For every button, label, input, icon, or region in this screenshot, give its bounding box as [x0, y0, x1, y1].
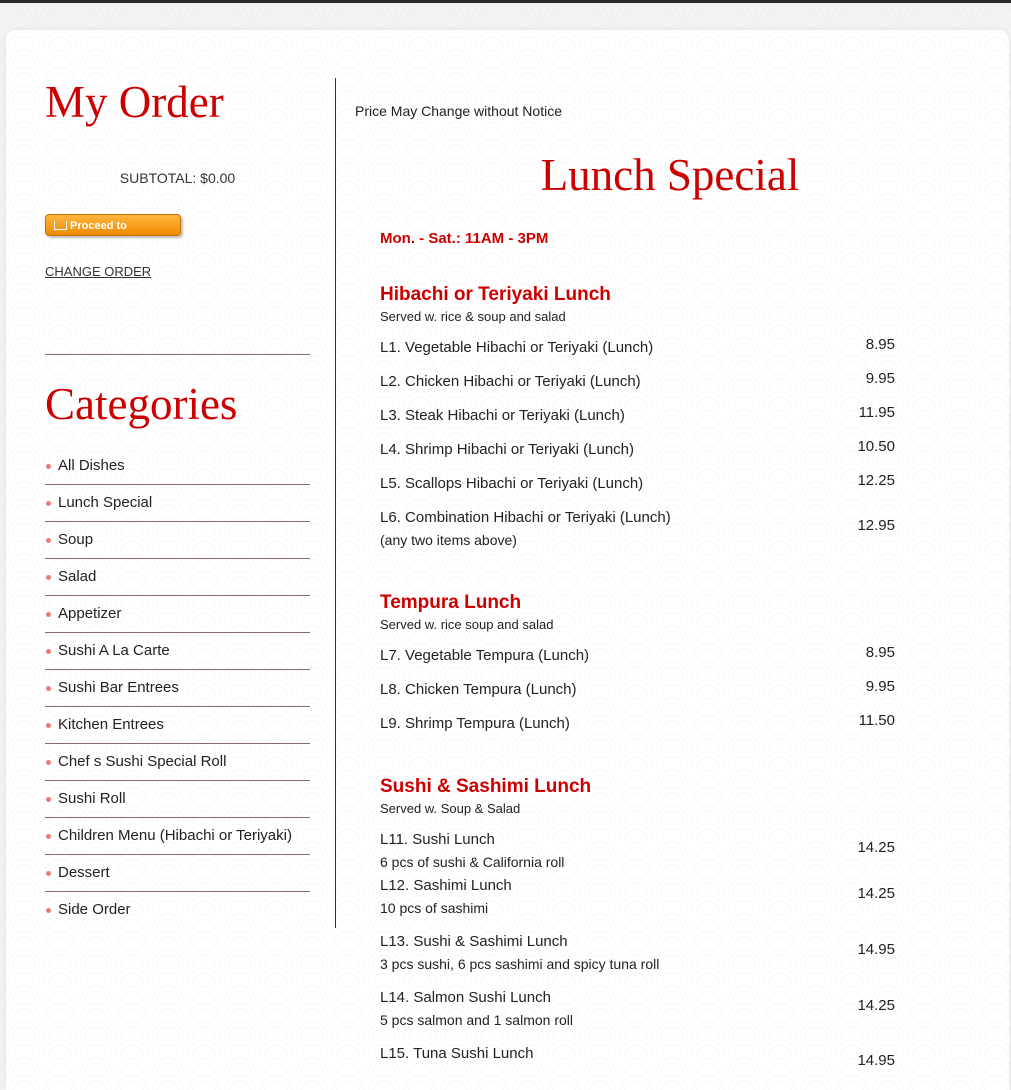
category-label: Sushi Roll	[58, 790, 126, 807]
page-title: Lunch Special	[540, 150, 800, 200]
category-label: Kitchen Entrees	[58, 716, 164, 733]
menu-item[interactable]	[380, 326, 895, 360]
bullet-icon	[46, 723, 51, 728]
category-item-sushi-a-la-carte[interactable]	[45, 633, 310, 670]
category-label: Sushi Bar Entrees	[58, 679, 179, 696]
categories-title: Categories	[45, 379, 238, 429]
menu-item[interactable]	[380, 874, 895, 930]
column-divider	[335, 78, 336, 928]
section-title: Hibachi or Teriyaki Lunch	[380, 284, 611, 305]
category-label: Chef s Sushi Special Roll	[58, 753, 227, 770]
category-label: Appetizer	[58, 605, 122, 622]
item-name: L11. Sushi Lunch	[380, 831, 495, 848]
menu-item[interactable]	[380, 428, 895, 462]
bullet-icon	[46, 464, 51, 469]
menu-item[interactable]	[380, 394, 895, 428]
item-name: L2. Chicken Hibachi or Teriyaki (Lunch)	[380, 373, 641, 390]
category-item-sushi-bar-entrees[interactable]	[45, 670, 310, 707]
item-name: L9. Shrimp Tempura (Lunch)	[380, 715, 570, 732]
category-item-dessert[interactable]	[45, 855, 310, 892]
item-name: L1. Vegetable Hibachi or Teriyaki (Lunch)	[380, 339, 654, 356]
item-desc: 6 pcs of sushi & California roll	[380, 854, 565, 870]
item-name: L14. Salmon Sushi Lunch	[380, 989, 551, 1006]
category-label: Children Menu (Hibachi or Teriyaki)	[58, 827, 292, 844]
item-name: L7. Vegetable Tempura (Lunch)	[380, 647, 590, 664]
category-item-kitchen-entrees[interactable]	[45, 707, 310, 744]
item-price: 12.95	[857, 517, 895, 534]
menu-item[interactable]	[380, 668, 895, 702]
bullet-icon	[46, 908, 51, 913]
category-label: All Dishes	[58, 457, 125, 474]
item-price: 14.25	[857, 997, 895, 1014]
checkout-label: Proceed to Checkout	[54, 220, 127, 254]
category-item-salad[interactable]	[45, 559, 310, 596]
change-order-link[interactable]: CHANGE ORDER	[45, 264, 152, 279]
item-name: L12. Sashimi Lunch	[380, 877, 512, 894]
sidebar-divider	[45, 354, 310, 355]
category-label: Lunch Special	[58, 494, 153, 511]
menu-item[interactable]	[380, 702, 895, 736]
bullet-icon	[46, 538, 51, 543]
category-label: Soup	[58, 531, 94, 548]
item-name: L8. Chicken Tempura (Lunch)	[380, 681, 577, 698]
category-item-lunch-special[interactable]	[45, 485, 310, 522]
item-name: L3. Steak Hibachi or Teriyaki (Lunch)	[380, 407, 625, 424]
category-item-all-dishes[interactable]	[45, 448, 310, 485]
bullet-icon	[46, 797, 51, 802]
category-label: Salad	[58, 568, 97, 585]
category-label: Side Order	[58, 901, 131, 918]
item-price: 11.95	[858, 404, 895, 421]
bullet-icon	[46, 686, 51, 691]
item-name: L4. Shrimp Hibachi or Teriyaki (Lunch)	[380, 441, 634, 458]
item-name: L13. Sushi & Sashimi Lunch	[380, 933, 568, 950]
price-notice: Price May Change without Notice	[355, 103, 562, 119]
category-item-sushi-roll[interactable]	[45, 781, 310, 818]
category-item-side-order[interactable]	[45, 892, 310, 928]
menu-item[interactable]	[380, 462, 895, 496]
section-subtitle: Served w. rice & soup and salad	[380, 309, 566, 324]
section-title: Tempura Lunch	[380, 592, 522, 613]
menu-section-hibachi	[380, 282, 895, 552]
item-price: 8.95	[865, 336, 895, 353]
item-name: L15. Tuna Sushi Lunch	[380, 1045, 534, 1062]
item-price: 9.95	[865, 678, 895, 695]
section-subtitle: Served w. Soup & Salad	[380, 801, 521, 816]
item-price: 10.50	[857, 438, 895, 455]
item-price: 12.25	[857, 472, 895, 489]
menu-item[interactable]	[380, 930, 895, 986]
category-label: Dessert	[58, 864, 110, 881]
item-desc: 3 pcs sushi, 6 pcs sashimi and spicy tuna roll	[380, 956, 660, 972]
item-desc: 10 pcs of sashimi	[380, 900, 489, 916]
proceed-to-checkout-button[interactable]	[45, 214, 181, 254]
bullet-icon	[46, 612, 51, 617]
category-list	[45, 448, 310, 928]
section-subtitle: Served w. rice soup and salad	[380, 617, 554, 632]
category-label: Sushi A La Carte	[58, 642, 170, 659]
bullet-icon	[46, 834, 51, 839]
item-price: 8.95	[865, 644, 895, 661]
item-price: 11.50	[858, 712, 895, 729]
menu-item[interactable]	[380, 818, 895, 874]
bullet-icon	[46, 871, 51, 876]
menu-item[interactable]	[380, 360, 895, 394]
my-order-title: My Order	[45, 77, 224, 127]
menu-item[interactable]	[380, 496, 895, 552]
hours-text: Mon. - Sat.: 11AM - 3PM	[380, 230, 549, 247]
menu-item[interactable]	[380, 986, 895, 1042]
bullet-icon	[46, 649, 51, 654]
menu-section-sushi-sashimi	[380, 774, 895, 1082]
item-name: L5. Scallops Hibachi or Teriyaki (Lunch)	[380, 475, 644, 492]
item-name: L6. Combination Hibachi or Teriyaki (Lunch)	[380, 509, 671, 526]
top-bar	[0, 0, 1011, 3]
menu-item[interactable]	[380, 1042, 895, 1082]
item-price: 9.95	[865, 370, 895, 387]
item-desc: (any two items above)	[380, 532, 517, 548]
category-item-soup[interactable]	[45, 522, 310, 559]
bullet-icon	[46, 501, 51, 506]
item-desc: 5 pcs salmon and 1 salmon roll	[380, 1012, 573, 1028]
item-price: 14.25	[857, 839, 895, 856]
menu-item[interactable]	[380, 634, 895, 668]
bullet-icon	[46, 575, 51, 580]
item-price: 14.25	[857, 885, 895, 902]
bullet-icon	[46, 760, 51, 765]
cart-icon	[54, 221, 67, 230]
subtotal-text: SUBTOTAL: $0.00	[119, 170, 236, 186]
item-price: 14.95	[857, 1052, 895, 1069]
category-item-appetizer[interactable]	[45, 596, 310, 633]
section-title: Sushi & Sashimi Lunch	[380, 776, 592, 797]
category-item-children-menu[interactable]	[45, 818, 310, 855]
menu-section-tempura	[380, 590, 895, 736]
category-item-chef-special-roll[interactable]	[45, 744, 310, 781]
item-price: 14.95	[857, 941, 895, 958]
